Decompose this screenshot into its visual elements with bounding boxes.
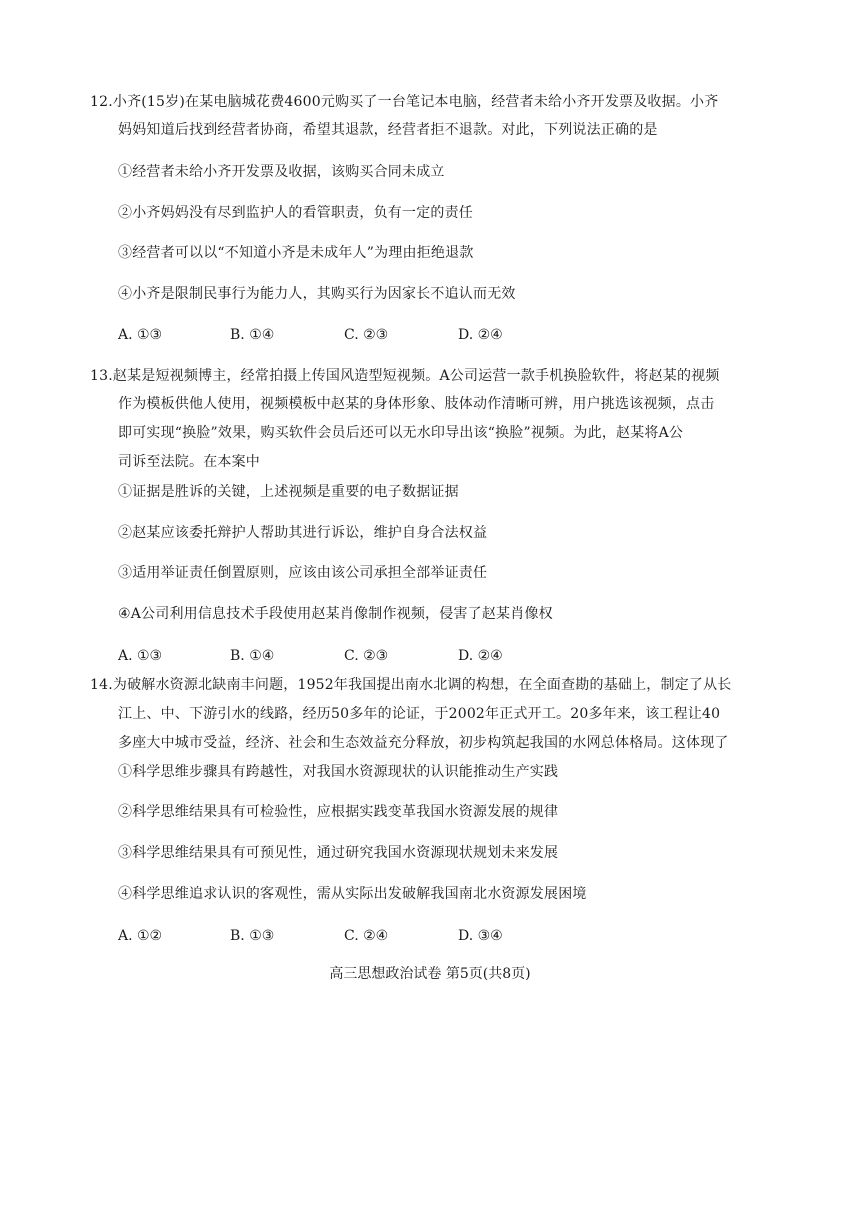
statement-1: ①科学思维步骤具有跨越性，对我国水资源现状的认识能推动生产实践 xyxy=(118,764,559,780)
answer-options xyxy=(118,646,503,666)
statement-4: ④小齐是限制民事行为能力人，其购买行为因家长不追认而无效 xyxy=(118,286,516,302)
statement-3: ③经营者可以以“不知道小齐是未成年人”为理由拒绝退款 xyxy=(118,245,474,261)
option-b[interactable]: B. ①④ xyxy=(230,648,275,664)
option-b[interactable]: B. ①③ xyxy=(230,928,275,944)
question-stem-line: 即可实现“换脸”效果，购买软件会员后还可以无水印导出该“换脸”视频。为此，赵某将A公 xyxy=(118,425,684,441)
question-stem-line: 多座大中城市受益，经济、社会和生态效益充分释放，初步构筑起我国的水网总体格局。这体现了 xyxy=(118,735,729,751)
statement-1: ①经营者未给小齐开发票及收据，该购买合同未成立 xyxy=(118,164,445,180)
statement-3: ③科学思维结果具有可预见性，通过研究我国水资源现状规划未来发展 xyxy=(118,845,559,861)
answer-options xyxy=(118,325,503,345)
statement-2: ②小齐妈妈没有尽到监护人的看管职责，负有一定的责任 xyxy=(118,205,473,221)
option-c[interactable]: C. ②③ xyxy=(344,327,389,343)
question-stem-line: 14.为破解水资源北缺南丰问题，1952年我国提出南水北调的构想，在全面查勘的基础上，制定了从长 xyxy=(90,677,732,693)
option-c[interactable]: C. ②④ xyxy=(344,928,389,944)
option-d[interactable]: D. ②④ xyxy=(458,327,503,343)
option-c[interactable]: C. ②③ xyxy=(344,648,389,664)
statement-3: ③适用举证责任倒置原则，应该由该公司承担全部举证责任 xyxy=(118,565,488,581)
option-a[interactable]: A. ①③ xyxy=(118,648,163,664)
answer-options xyxy=(118,926,503,946)
option-b[interactable]: B. ①④ xyxy=(230,327,275,343)
option-d[interactable]: D. ③④ xyxy=(458,928,503,944)
statement-2: ②科学思维结果具有可检验性，应根据实践变革我国水资源发展的规律 xyxy=(118,804,559,820)
option-d[interactable]: D. ②④ xyxy=(458,648,503,664)
question-stem-line: 妈妈知道后找到经营者协商，希望其退款，经营者拒不退款。对此，下列说法正确的是 xyxy=(118,122,658,138)
statement-2: ②赵某应该委托辩护人帮助其进行诉讼，维护自身合法权益 xyxy=(118,525,488,541)
question-stem-line: 司诉至法院。在本案中 xyxy=(118,454,260,470)
statement-4: ④科学思维追求认识的客观性，需从实际出发破解我国南北水资源发展困境 xyxy=(118,886,587,902)
statement-4: ④A公司利用信息技术手段使用赵某肖像制作视频，侵害了赵某肖像权 xyxy=(118,606,553,622)
option-a[interactable]: A. ①② xyxy=(118,928,163,944)
statement-1: ①证据是胜诉的关键，上述视频是重要的电子数据证据 xyxy=(118,484,459,500)
question-stem-line: 12.小齐(15岁)在某电脑城花费4600元购买了一台笔记本电脑，经营者未给小齐开发票及收据。小齐 xyxy=(90,94,719,110)
question-stem-line: 13.赵某是短视频博主，经常拍摄上传国风造型短视频。A公司运营一款手机换脸软件，将赵某的视频 xyxy=(90,368,720,384)
option-a[interactable]: A. ①③ xyxy=(118,327,163,343)
question-stem-line: 作为模板供他人使用，视频模板中赵某的身体形象、肢体动作清晰可辨，用户挑选该视频，点击 xyxy=(118,396,715,412)
page-footer: 高三思想政治试卷 第5页(共8页) xyxy=(329,966,531,982)
question-stem-line: 江上、中、下游引水的线路，经历50多年的论证，于2002年正式开工。20多年来，该工程让40 xyxy=(118,706,721,722)
